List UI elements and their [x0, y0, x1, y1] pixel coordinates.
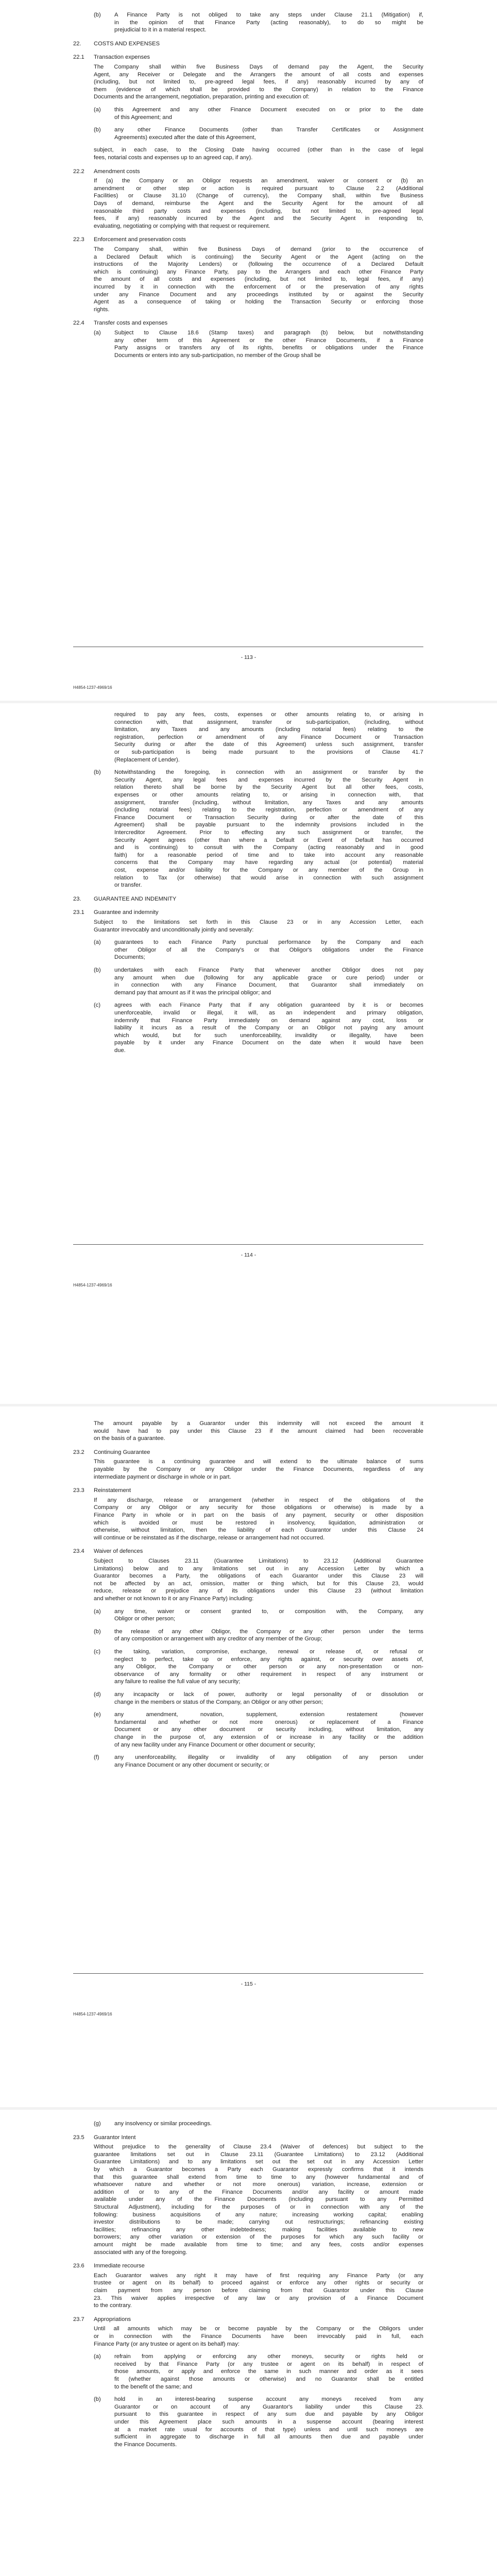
- text-line: relation to Tax (or otherwise) that would arise in connection with such assignment: [114, 874, 423, 881]
- text-line: Finance Party in whole or in part on the basis of any payment, security or other disposition: [94, 1512, 423, 1518]
- text-line: and whether or not known to it or any Finance Party) including:: [94, 1596, 254, 1602]
- text-line: Subject to Clauses 23.11 (Guarantee Limitations) to 23.12 (Additional Guarantee: [94, 1558, 423, 1564]
- text-line: Security Agent, any legal fees and expenses incurred by the Security Agent in: [114, 776, 423, 783]
- text-line: and is continuing) to consult with the Company (acting reasonably and in good: [114, 844, 423, 851]
- footer-divider: [73, 1973, 423, 1974]
- text-line: payable by the Company or any Obligor under the Finance Documents, regardless of any: [94, 1466, 423, 1472]
- text-line: any amount when due (following for any applicable grace or cure period) under or: [114, 974, 423, 981]
- paragraph-marker: (b): [94, 1628, 101, 1635]
- text-line: trustee or agent on its behalf) to proceed against or enforce any other rights or security or: [94, 2280, 423, 2286]
- text-line: This guarantee is a continuing guarantee and will extend to the ultimate balance of sums: [94, 1459, 423, 1465]
- text-line: demand pay that amount as if it was the principal obligor; and: [114, 989, 271, 996]
- text-line: any insolvency or similar proceedings.: [114, 2121, 212, 2127]
- clause-number: 23.: [73, 895, 81, 902]
- text-line: Guarantor or on account of any Guarantor's liability under this Clause 23.: [114, 2403, 423, 2410]
- text-line: refrain from applying or enforcing any other moneys, security or rights held or: [114, 2353, 423, 2360]
- text-line: Documents or enters into any sub-participation, no member of the Group shall be: [114, 352, 321, 359]
- text-line: Security Agent agrees (other than where a Default or Event of Default has occurred: [114, 837, 423, 843]
- clause-heading: Transaction expenses: [94, 54, 150, 61]
- text-line: (Replacement of Lender).: [114, 756, 180, 763]
- text-line: registration, perfection or amendment of any Finance Document or Transaction: [114, 734, 423, 740]
- text-line: Agreement) shall be payable pursuant to the indemnity provisions included in the: [114, 822, 423, 828]
- page-number: - 114 -: [241, 1252, 256, 1258]
- text-line: Party assigns or transfers any of its rights, benefits or obligations under the Finance: [114, 345, 423, 351]
- text-line: (including, but not limited to, pre-agreed legal fees, if any) reasonably incurred by any of: [94, 79, 423, 86]
- section-heading: GUARANTEE AND INDEMNITY: [94, 895, 177, 902]
- text-line: reasonable third party costs and expenses (including, but not limited to, pre-agreed legal: [94, 208, 423, 214]
- text-line: Until all amounts which may be or become payable by the Company or the Obligors under: [94, 2326, 423, 2332]
- clause-number: 23.4: [73, 1548, 84, 1555]
- text-line: Documents;: [114, 954, 145, 961]
- clause-number: 22.1: [73, 54, 84, 61]
- clause-heading: Immediate recourse: [94, 2263, 145, 2269]
- text-line: of this Agreement; and: [114, 114, 172, 121]
- text-line: instructions of the Majority Lenders) or (following the occurrence of a Declared Default: [94, 261, 423, 268]
- text-line: undertakes with each Finance Party that whenever another Obligor does not pay: [114, 967, 423, 973]
- text-line: not be affected by an act, omission, matter or thing which, but for this Clause 23, would: [94, 1580, 423, 1587]
- text-line: A Finance Party is not obliged to take any steps under Clause 21.1 (Mitigation) if,: [114, 12, 423, 18]
- clause-number: 23.1: [73, 909, 84, 916]
- text-line: guarantee limitations set out in Clause 23.11 (Guarantee Limitations) to 23.12 (Additional: [94, 2151, 423, 2158]
- paragraph-marker: (a): [94, 107, 101, 113]
- page-number: - 115 -: [241, 1981, 256, 1987]
- paragraph-marker: (a): [94, 1608, 101, 1615]
- paragraph-marker: (c): [94, 1002, 101, 1009]
- text-line: any Obligor, the Company or other person or any non-presentation or non-: [114, 1664, 423, 1670]
- text-line: Obligor or other person;: [114, 1616, 176, 1622]
- document-reference: H4854-1237-4969/16: [73, 1283, 112, 1287]
- text-line: would have had to pay under this Clause 23 if the amount claimed had been recoverable: [94, 1428, 423, 1434]
- clause-number: 23.3: [73, 1487, 84, 1494]
- text-line: Security during or after the date of this Agreement) unless such assignment, transfer: [114, 741, 423, 748]
- text-line: Without prejudice to the generality of Clause 23.4 (Waiver of defences) but subject to the: [94, 2144, 423, 2150]
- text-line: otherwise, without limitation, then the liability of each Guarantor under this Clause 24: [94, 1527, 423, 1534]
- paragraph-marker: (d): [94, 1691, 101, 1698]
- text-line: under any Finance Document and any proceedings instituted by or against the Security: [94, 291, 423, 298]
- text-line: the amount of all costs and expenses (including, but not limited to, legal fees, if any): [94, 276, 423, 283]
- text-line: investor distributions to be made; carrying out restructurings; refinancing existing: [94, 2219, 423, 2226]
- paragraph-marker: (b): [94, 12, 101, 18]
- clause-number: 22.4: [73, 320, 84, 327]
- text-line: at a market rate usual for accounts of that type) unless and until such moneys are: [114, 2426, 423, 2433]
- text-line: change in the members or status of the Company, an Obligor or any other person;: [114, 1699, 323, 1705]
- text-line: evaluating, negotiating or complying with that request or requirement.: [94, 223, 270, 229]
- text-line: payable by it under any Finance Document on the date when it would have been: [114, 1040, 423, 1046]
- text-line: (including notarial fees) relating to the registration, perfection or amendment of any: [114, 807, 423, 814]
- clause-number: 23.7: [73, 2316, 84, 2323]
- paragraph-marker: (a): [94, 2353, 101, 2360]
- text-line: required to pay any fees, costs, expenses or other amounts relating to, or arising in: [114, 711, 423, 718]
- text-line: the Finance Documents.: [114, 2441, 177, 2448]
- text-line: The amount payable by a Guarantor under this indemnity will not exceed the amount it: [94, 1420, 423, 1427]
- clause-number: 22.2: [73, 168, 84, 175]
- text-line: relation thereto shall be borne by the Security Agent but all other fees, costs,: [114, 784, 423, 791]
- text-line: on the basis of a guarantee.: [94, 1435, 165, 1442]
- text-line: that this guarantee shall extend from time to time to any (however fundamental and of: [94, 2174, 423, 2180]
- text-line: Agent as a consequence of taking or holding the Transaction Security or enforcing those: [94, 299, 423, 306]
- clause-number: 23.2: [73, 1449, 84, 1455]
- text-line: any unenforceability, illegality or invalidity of any obligation of any person under: [114, 1754, 423, 1761]
- paragraph-marker: (a): [94, 939, 101, 946]
- clause-heading: Guarantor Intent: [94, 2134, 136, 2141]
- document-reference: H4854-1237-4969/16: [73, 685, 112, 690]
- text-line: or sub-participation is being made pursuant to the provisions of Clause 41.7: [114, 749, 423, 755]
- text-line: Agreements) executed after the date of this Agreement,: [114, 134, 256, 141]
- text-line: limitation, any Taxes and any amounts (including notarial fees) relating to the: [114, 726, 423, 733]
- text-line: any amendment, novation, supplement, extension restatement (however: [114, 1711, 423, 1718]
- clause-heading: Waiver of defences: [94, 1548, 143, 1555]
- text-line: The Company shall within five Business Days of demand pay the Agent, the Security: [94, 64, 423, 70]
- text-line: any time, waiver or consent granted to, or composition with, the Company, any: [114, 1608, 423, 1615]
- text-line: due.: [114, 1047, 126, 1054]
- paragraph-marker: (b): [94, 967, 101, 973]
- document-page: [0, 703, 497, 1404]
- clause-number: 22.3: [73, 236, 84, 243]
- paragraph-marker: (e): [94, 1711, 101, 1718]
- text-line: guarantees to each Finance Party punctual performance by the Company and each: [114, 939, 423, 946]
- text-line: observance of any formality or other requirement in respect of any instrument or: [114, 1671, 423, 1677]
- text-line: Documents and the arrangement, negotiation, preparation, printing and execution of:: [94, 94, 310, 100]
- text-line: The Company shall, within five Business Days of demand (prior to the occurrence of: [94, 246, 423, 252]
- text-line: which would, but for such unenforceability, invalidity or illegality, have been: [114, 1032, 423, 1039]
- text-line: Notwithstanding the foregoing, in connection with an assignment or transfer by the: [114, 769, 423, 776]
- document-page: [0, 1406, 497, 2107]
- text-line: which is avoided or must be restored in insolvency, liquidation, administration or: [94, 1519, 423, 1526]
- text-line: sufficient in aggregate to discharge in full all amounts then due and payable under: [114, 2434, 423, 2441]
- text-line: any failure to realise the full value of any security;: [114, 1679, 241, 1685]
- text-line: rights.: [94, 306, 110, 313]
- text-line: If any discharge, release or arrangement (whether in respect of the obligations of the: [94, 1497, 423, 1503]
- text-line: to the contrary.: [94, 2302, 132, 2309]
- text-line: connection with, that assignment, transfer or sub-participation, (including, without: [114, 719, 423, 725]
- section-heading: COSTS AND EXPENSES: [94, 40, 160, 47]
- clause-number: 22.: [73, 40, 81, 47]
- text-line: in the opinion of that Finance Party (acting reasonably), to do so might be: [114, 19, 423, 26]
- text-line: fees, notarial costs and expenses up to an agreed cap, if any).: [94, 155, 253, 161]
- text-line: amendment or other step or action is required pursuant to Clause 2.2 (Additional: [94, 185, 423, 192]
- document-page: [0, 2110, 497, 2576]
- text-line: or transfer.: [114, 882, 142, 889]
- text-line: any other Finance Documents (other than Transfer Certificates or Assignment: [114, 127, 423, 133]
- clause-heading: Appropriations: [94, 2316, 131, 2323]
- text-line: amount might be made available from time to time; and any fees, costs and/or expenses: [94, 2242, 423, 2248]
- text-line: subject, in each case, to the Closing Date having occurred (other than in the case of legal: [94, 147, 423, 154]
- text-line: fees, if any) reasonably incurred by the Agent and the Security Agent in responding to,: [94, 215, 423, 222]
- text-line: neglect to perfect, take up or enforce, any rights against, or security over assets of,: [114, 1656, 423, 1663]
- text-line: liability it incurs as a result of the Company or an Obligor not paying any amount: [114, 1025, 423, 1031]
- clause-heading: Guarantee and indemnity: [94, 909, 159, 916]
- clause-heading: Amendment costs: [94, 168, 140, 175]
- paragraph-marker: (g): [94, 2121, 101, 2127]
- text-line: assignment, transfer (including, without limitation, any Taxes and any amounts: [114, 799, 423, 806]
- text-line: to the benefit of the same; and: [114, 2383, 193, 2390]
- paragraph-marker: (b): [94, 769, 101, 776]
- text-line: Finance Party (or any trustee or agent on its behalf) may:: [94, 2341, 239, 2347]
- text-line: Guarantor becomes a Party, the obligations of each Guarantor under this Clause 23 will: [94, 1573, 423, 1580]
- paragraph-marker: (b): [94, 2396, 101, 2403]
- text-line: any Finance Document or any other document or security; or: [114, 1761, 269, 1768]
- text-line: of any composition or arrangement with any creditor of any member of the Group;: [114, 1636, 322, 1642]
- text-line: Guarantee Limitations) and to any limitations set out the set out in any Accession Letter: [94, 2159, 423, 2165]
- text-line: cost, expense and/or liability for the Company or any member of the Group in: [114, 867, 423, 873]
- text-line: borrowers; any other variation or extension of the purposes for which any such facility or: [94, 2234, 423, 2241]
- text-line: a Declared Default which is continuing) the Security Agent or the Agent (acting on the: [94, 253, 423, 260]
- text-line: 23. This waiver applies irrespective of any law or any provision of a Finance Document: [94, 2295, 423, 2301]
- text-line: agrees with each Finance Party that if any obligation guaranteed by it is or becomes: [114, 1002, 423, 1009]
- text-line: Subject to the limitations set forth in this Clause 23 or in any Accession Letter, each: [94, 919, 423, 925]
- document-reference: H4854-1237-4969/16: [73, 2012, 112, 2016]
- text-line: in connection with any Finance Document, that Guarantor shall immediately on: [114, 982, 423, 989]
- text-line: prejudicial to it in a material respect.: [114, 27, 207, 33]
- text-line: fit (whether against those amounts or otherwise) and no Guarantor shall be entitled: [114, 2376, 423, 2382]
- text-line: Document or any other document or security including, without limitation, any: [114, 1726, 423, 1733]
- text-line: Limitations) below and to any limitations set out in any Accession Letter by which a: [94, 1565, 423, 1572]
- paragraph-marker: (c): [94, 1649, 101, 1655]
- text-line: addition of or to any of the Finance Documents and/or any facility or amount made: [94, 2189, 423, 2195]
- text-line: under this Agreement place such amounts in a suspense account (bearing interest: [114, 2419, 423, 2425]
- page-number: - 113 -: [241, 654, 256, 660]
- clause-heading: Enforcement and preservation costs: [94, 236, 186, 243]
- text-line: Subject to Clause 18.6 (Stamp taxes) and paragraph (b) below, but notwithstanding: [114, 330, 423, 336]
- text-line: pursuant to this guarantee in respect of any sum due and payable by any Obligor: [114, 2411, 423, 2418]
- text-line: Finance Document or Transaction Security during or after the date of this: [114, 814, 423, 821]
- text-line: any incapacity or lack of power, authority or legal personality of or dissolution or: [114, 1691, 423, 1698]
- text-line: facilities; refinancing any other indebtedness; making facilities available to new: [94, 2226, 423, 2233]
- document-page: [0, 0, 497, 701]
- text-line: Each Guarantor waives any right it may have of first requiring any Finance Party (or any: [94, 2272, 423, 2279]
- text-line: or in connection with the Finance Documents have been irrevocably paid in full, each: [94, 2333, 423, 2340]
- text-line: Facilities) or Clause 31.10 (Change of currency), the Company shall, within five Business: [94, 193, 423, 199]
- text-line: faith) for a reasonable period of time and to take into account any reasonable: [114, 852, 423, 858]
- text-line: reduce, release or prejudice any of its obligations under this Clause 23 (without limitation: [94, 1588, 423, 1595]
- text-line: incurred by it in connection with the enforcement of or the preservation of any rights: [94, 284, 423, 290]
- text-line: hold in an interest-bearing suspense account any moneys received from any: [114, 2396, 423, 2403]
- text-line: Structural Adjustment), including for the purposes of or in connection with any of the: [94, 2204, 423, 2210]
- text-line: any other term of this Agreement or the other Finance Documents, if a Finance: [114, 337, 423, 344]
- paragraph-marker: (a): [94, 330, 101, 336]
- text-line: intermediate payment or discharge in whole or in part.: [94, 1473, 231, 1480]
- text-line: available under any of the Finance Documents (including pursuant to any Permitted: [94, 2196, 423, 2203]
- clause-heading: Continuing Guarantee: [94, 1449, 150, 1455]
- text-line: of any new facility under any Finance Document or other document or security;: [114, 1741, 315, 1748]
- paragraph-marker: (f): [94, 1754, 99, 1761]
- text-line: other Obligor of all the Company's or that Obligor's obligations under the Finance: [114, 946, 423, 953]
- clause-heading: Transfer costs and expenses: [94, 320, 168, 327]
- footer-divider: [73, 1244, 423, 1245]
- text-line: concerns that the Company may have regarding any actual (or potential) material: [114, 859, 423, 866]
- text-line: following: business acquisitions of any nature; increasing working capital; enabling: [94, 2211, 423, 2218]
- text-line: this Agreement and any other Finance Document executed on or prior to the date: [114, 107, 423, 113]
- text-line: change in the purpose of, any extension of or increase in any facility or the addition: [114, 1734, 423, 1740]
- text-line: whatsoever nature and whether or not more onerous) variation, increase, extension or: [94, 2181, 423, 2188]
- text-line: Agent, any Receiver or Delegate and the Arrangers the amount of all costs and expenses: [94, 71, 423, 78]
- clause-number: 23.6: [73, 2263, 84, 2269]
- text-line: them (evidence of which shall be provided to the Company) in relation to the Finance: [94, 86, 423, 93]
- text-line: the release of any other Obligor, the Company or any other person under the terms: [114, 1628, 423, 1635]
- text-line: will continue or be reinstated as if the discharge, release or arrangement had not occurred.: [94, 1534, 325, 1541]
- text-line: Guarantor irrevocably and unconditionally jointly and severally:: [94, 926, 254, 933]
- text-line: unenforceable, invalid or illegal, it will, as an independent and primary obligation,: [114, 1010, 423, 1016]
- text-line: associated with any of the foregoing.: [94, 2249, 187, 2256]
- paragraph-marker: (b): [94, 127, 101, 133]
- text-line: Days of demand, reimburse the Agent and the Security Agent for the amount of all: [94, 200, 423, 207]
- text-line: Company or any Obligor or any security for those obligations or otherwise) is made by a: [94, 1504, 423, 1511]
- text-line: indemnify that Finance Party immediately on demand against any cost, loss or: [114, 1017, 423, 1024]
- text-line: received by that Finance Party (or any trustee or agent on its behalf) in respect of: [114, 2361, 423, 2367]
- text-line: If (a) the Company or an Obligor requests an amendment, waiver or consent or (b) an: [94, 178, 423, 184]
- text-line: expenses or other amounts relating to, or arising in connection with, that: [114, 792, 423, 798]
- text-line: those amounts, or apply and enforce the same in such manner and order as it sees: [114, 2368, 423, 2375]
- clause-heading: Reinstatement: [94, 1487, 131, 1494]
- text-line: by which a Guarantor becomes a Party each Guarantor expressly confirms that it intends: [94, 2166, 423, 2173]
- text-line: Intercreditor Agreement. Prior to effecting any such assignment or transfer, the: [114, 829, 423, 836]
- text-line: which is continuing) any Finance Party, pay to the Arrangers and each other Finance Party: [94, 268, 423, 275]
- text-line: fundamental and whether or not more onerous) or replacement of a Finance: [114, 1719, 423, 1725]
- text-line: the taking, variation, compromise, exchange, renewal or release of, or refusal or: [114, 1649, 423, 1655]
- clause-number: 23.5: [73, 2134, 84, 2141]
- text-line: claim payment from any person before claiming from that Guarantor under this Clause: [94, 2287, 423, 2294]
